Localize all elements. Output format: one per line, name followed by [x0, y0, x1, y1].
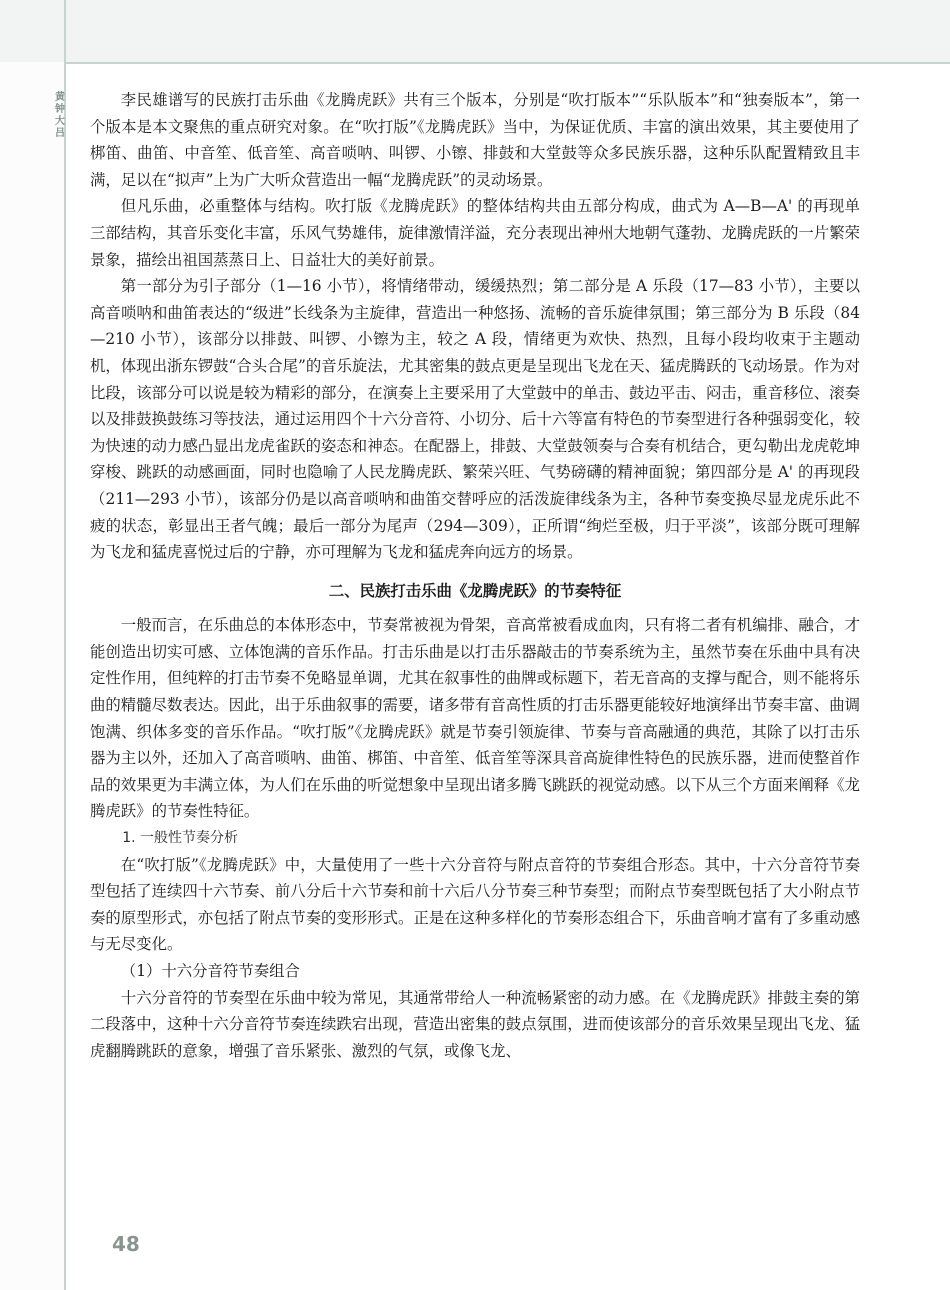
paragraph: 李民雄谱写的民族打击乐曲《龙腾虎跃》共有三个版本，分别是“吹打版本”“乐队版本”和“独奏版本”，第一个版本是本文聚焦的重点研究对象。在“吹打版”《龙腾虎跃》当中，为保证优质、丰富的演出效果，其主要使用了梆笛、曲笛、中音笙、低音笙、高音唢呐、叫锣、小镲、排鼓和大堂鼓等众多民族乐器，这种乐队配置精致且丰满，足以在“拟声”上为广大听众营造出一幅“龙腾虎跃”的灵动场景。: [90, 91, 860, 189]
article-body: [90, 87, 860, 1064]
section-heading: 二、民族打击乐曲《龙腾虎跃》的节奏特征: [328, 581, 622, 600]
subheading: 1. 一般性节奏分析: [122, 830, 238, 847]
header-rule: [64, 62, 950, 64]
paragraph: 一般而言，在乐曲总的本体形态中，节奏常被视为骨架，音高常被看成血肉，只有将二者有机编排、融合，才能创造出切实可感、立体饱满的音乐作品。打击乐曲是以打击乐器敲击的节奏系统为主，虽然节奏在乐曲中具有决定性作用，但纯粹的打击节奏不免略显单调，尤其在叙事性的曲牌或标题下，若无音高的支撑与配合，则不能将乐曲的精髓尽数表达。因此，出于乐曲叙事的需要，诸多带有音高性质的打击乐器更能较好地演绎出节奏丰富、曲调饱满、织体多变的音乐作品。“吹打版”《龙腾虎跃》就是节奏引领旋律、节奏与音高融通的典范，其除了以打击乐器为主以外，还加入了高音唢呐、曲笛、梆笛、中音笙、低音笙等深具音高旋律性特色的民族乐器，进而使整首作品的效果更为丰满立体，为人们在乐曲的听觉想象中呈现出诸多腾飞跳跃的视觉动感。以下从三个方面来阐释《龙腾虎跃》的节奏性特征。: [90, 616, 860, 821]
subheading: （1）十六分音符节奏组合: [120, 962, 300, 980]
margin-rule: [64, 0, 66, 1290]
header-band: [0, 0, 950, 62]
journal-name: 黄钟大吕: [55, 92, 65, 139]
paragraph: 第一部分为引子部分（1—16 小节），将情绪带动，缓缓热烈；第二部分是 A 乐段（17—83 小节），主要以高音唢呐和曲笛表达的“级进”长线条为主旋律，营造出一种悠扬、流畅的音乐旋律氛围；第三部分为 B 乐段（84—210 小节），该部分以排鼓、叫锣、小镲为主，较之 A 段，情绪更为欢快、热烈，且每小段均收束于主题动机，体现出浙东锣鼓“合头合尾”的音乐旋法，尤其密集的鼓点更是呈现出飞龙在天、猛虎腾跃的飞动场景。作为对比段，该部分可以说是较为精彩的部分，在演奏上主要采用了大堂鼓中的单击、鼓边平击、闷击，重音移位、滚奏以及排鼓换鼓练习等技法，通过运用四个十六分音符、小切分、后十六等富有特色的节奏型进行各种强弱变化，较为快速的动力感凸显出龙虎雀跃的姿态和神态。在配器上，排鼓、大堂鼓领奏与合奏有机结合，更勾勒出龙虎乾坤穿梭、跳跃的动感画面，同时也隐喻了人民龙腾虎跃、繁荣兴旺、气势磅礴的精神面貌；第四部分是 A' 的再现段（211—293 小节），该部分仍是以高音唢呐和曲笛交替呼应的活泼旋律线条为主，各种节奏变换尽显龙虎乐此不疲的状态，彰显出王者气魄；最后一部分为尾声（294—309），正所谓“绚烂至极，归于平淡”，该部分既可理解为飞龙和猛虎喜悦过后的宁静，亦可理解为飞龙和猛虎奔向远方的场景。: [90, 277, 860, 562]
paragraph: 在“吹打版”《龙腾虎跃》中，大量使用了一些十六分音符与附点音符的节奏组合形态。其中，十六分音符节奏型包括了连续四十六节奏、前八分后十六节奏和前十六后八分节奏三种节奏型；而附点节奏型既包括了大小附点节奏的原型形式，亦包括了附点节奏的变形形式。正是在这种多样化的节奏形态组合下，乐曲音响才富有了多重动感与无尽变化。: [90, 855, 860, 954]
paragraph: 十六分音符的节奏型在乐曲中较为常见，其通常带给人一种流畅紧密的动力感。在《龙腾虎跃》排鼓主奏的第二段落中，这种十六分音符节奏连续跌宕出现，营造出密集的鼓点氛围，进而使该部分的音乐效果呈现出飞龙、猛虎翻腾跳跃的意象，增强了音乐紧张、激烈的气氛，或像飞龙、: [90, 988, 860, 1060]
left-margin: [0, 62, 64, 1290]
paragraph: 但凡乐曲，必重整体与结构。吹打版《龙腾虎跃》的整体结构共由五部分构成，曲式为 A—B—A' 的再现单三部结构，其音乐变化丰富，乐风气势雄伟，旋律激情洋溢，充分表现出神州大地朝气蓬勃、龙腾虎跃的一片繁荣景象，描绘出祖国蒸蒸日上、日益壮大的美好前景。: [90, 197, 860, 269]
page-number: 48: [112, 1232, 140, 1256]
